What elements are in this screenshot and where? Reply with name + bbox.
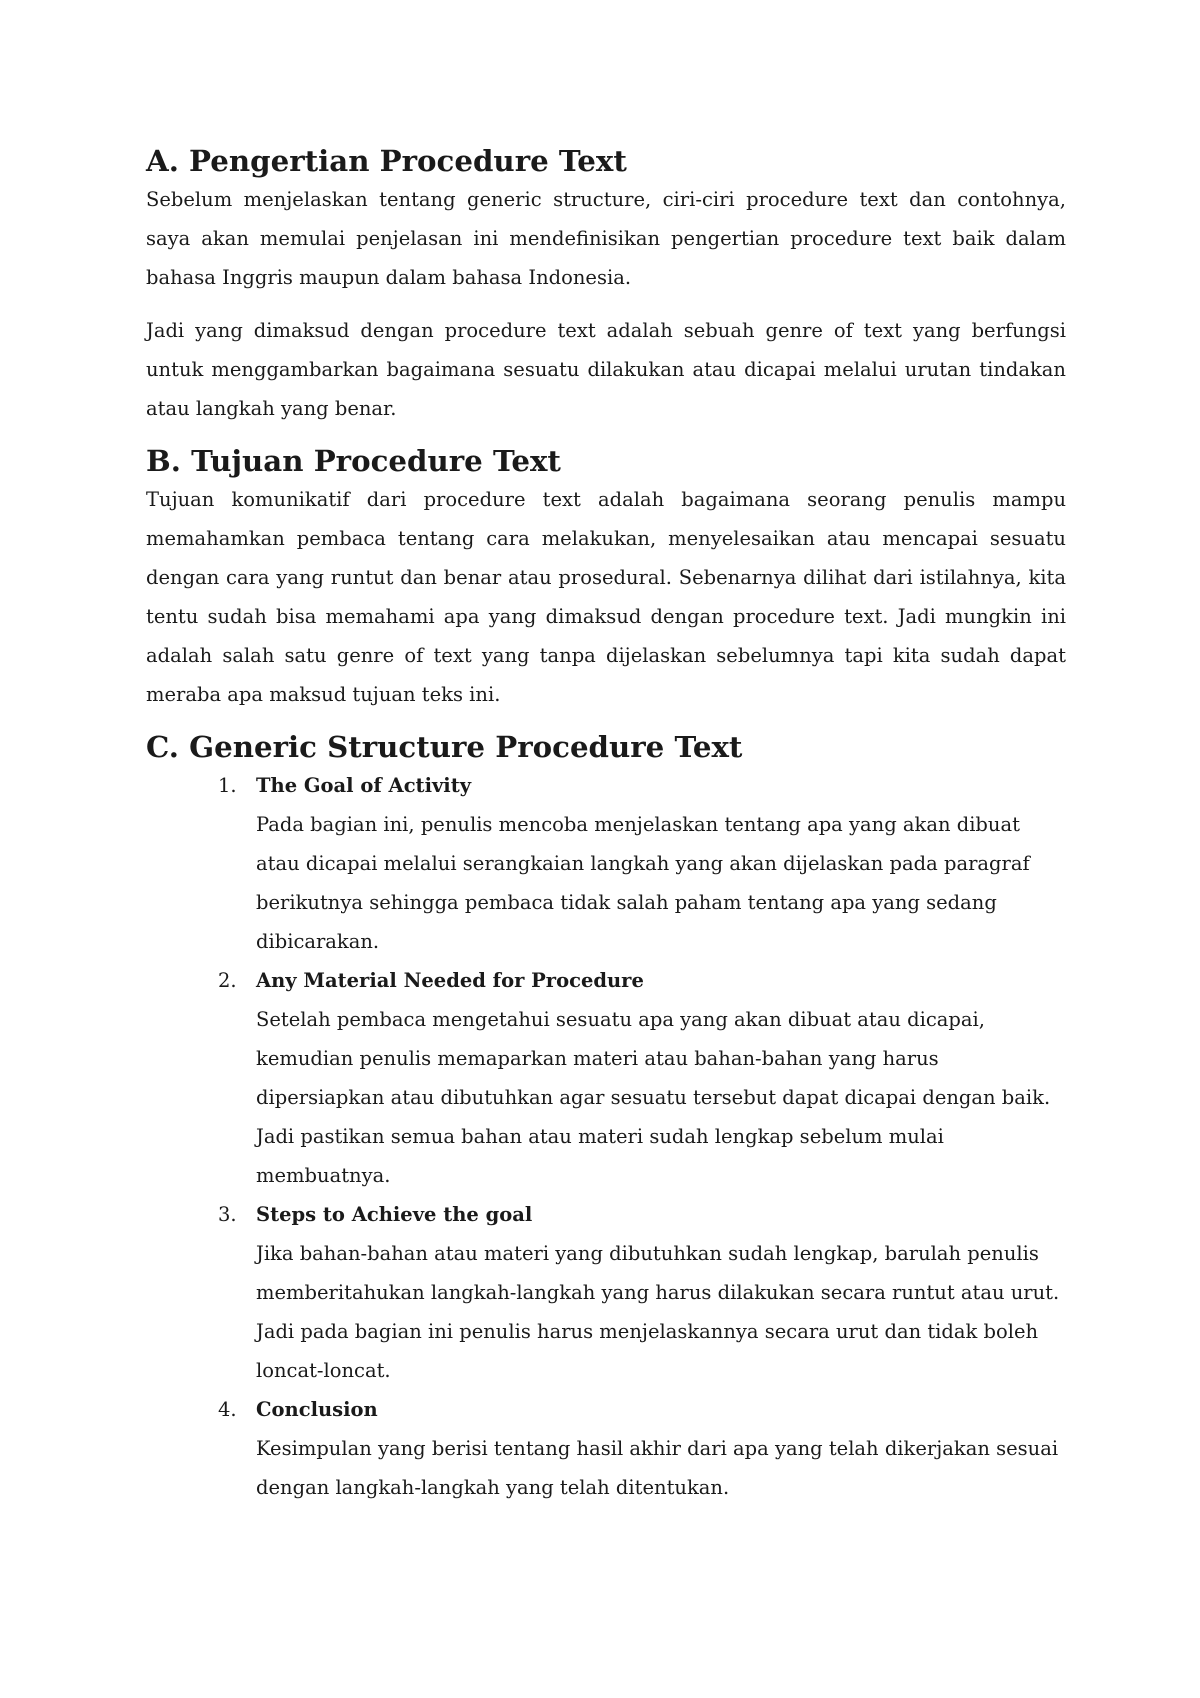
list-item bbox=[146, 1195, 1066, 1390]
section-b-heading: B. Tujuan Procedure Text bbox=[146, 444, 561, 478]
list-item bbox=[146, 766, 1066, 961]
section-c-heading: C. Generic Structure Procedure Text bbox=[146, 730, 743, 764]
list-item bbox=[146, 1390, 1066, 1507]
section-b-paragraph-1: Tujuan komunikatif dari procedure text adalah bagaimana seorang penulis mampu memahamkan pembaca tentang cara melakukan, menyelesaikan atau mencapai sesuatu dengan cara yang runtut dan benar atau prosedural. Sebenarnya dilihat dari istilahnya, kita tentu sudah bisa memahami apa yang dimaksud dengan procedure text. Jadi mungkin ini adalah salah satu genre of text yang tanpa dijelaskan sebelumnya tapi kita sudah dapat meraba apa maksud tujuan teks ini. bbox=[146, 488, 1066, 706]
section-a-heading: A. Pengertian Procedure Text bbox=[146, 144, 627, 178]
list-item bbox=[146, 961, 1066, 1195]
list-item-number: 1. bbox=[218, 774, 237, 797]
list-item-number: 2. bbox=[218, 969, 237, 992]
list-item-body: Kesimpulan yang berisi tentang hasil akhir dari apa yang telah dikerjakan sesuai dengan langkah-langkah yang telah ditentukan. bbox=[256, 1437, 1059, 1499]
list-item-title: Steps to Achieve the goal bbox=[256, 1203, 533, 1226]
generic-structure-list bbox=[146, 766, 1066, 1507]
section-a-paragraph-1: Sebelum menjelaskan tentang generic structure, ciri-ciri procedure text dan contohnya, saya akan memulai penjelasan ini mendefinisikan pengertian procedure text baik dalam bahasa Inggris maupun dalam bahasa Indonesia. bbox=[146, 188, 1066, 289]
list-item-title: The Goal of Activity bbox=[256, 774, 472, 797]
list-item-body: Setelah pembaca mengetahui sesuatu apa yang akan dibuat atau dicapai, kemudian penulis memaparkan materi atau bahan-bahan yang harus dipersiapkan atau dibutuhkan agar sesuatu tersebut dapat dicapai dengan baik. Jadi pastikan semua bahan atau materi sudah lengkap sebelum mulai membuatnya. bbox=[256, 1008, 1051, 1187]
document-content bbox=[146, 142, 1066, 1507]
list-item-title: Conclusion bbox=[256, 1398, 378, 1421]
list-item-body: Pada bagian ini, penulis mencoba menjelaskan tentang apa yang akan dibuat atau dicapai melalui serangkaian langkah yang akan dijelaskan pada paragraf berikutnya sehingga pembaca tidak salah paham tentang apa yang sedang dibicarakan. bbox=[256, 813, 1030, 953]
list-item-number: 4. bbox=[218, 1398, 237, 1421]
list-item-title: Any Material Needed for Procedure bbox=[256, 969, 644, 992]
list-item-number: 3. bbox=[218, 1203, 237, 1226]
section-a-paragraph-2: Jadi yang dimaksud dengan procedure text adalah sebuah genre of text yang berfungsi untuk menggambarkan bagaimana sesuatu dilakukan atau dicapai melalui urutan tindakan atau langkah yang benar. bbox=[146, 319, 1066, 420]
list-item-body: Jika bahan-bahan atau materi yang dibutuhkan sudah lengkap, barulah penulis memberitahukan langkah-langkah yang harus dilakukan secara runtut atau urut. Jadi pada bagian ini penulis harus menjelaskannya secara urut dan tidak boleh loncat-loncat. bbox=[256, 1242, 1060, 1382]
